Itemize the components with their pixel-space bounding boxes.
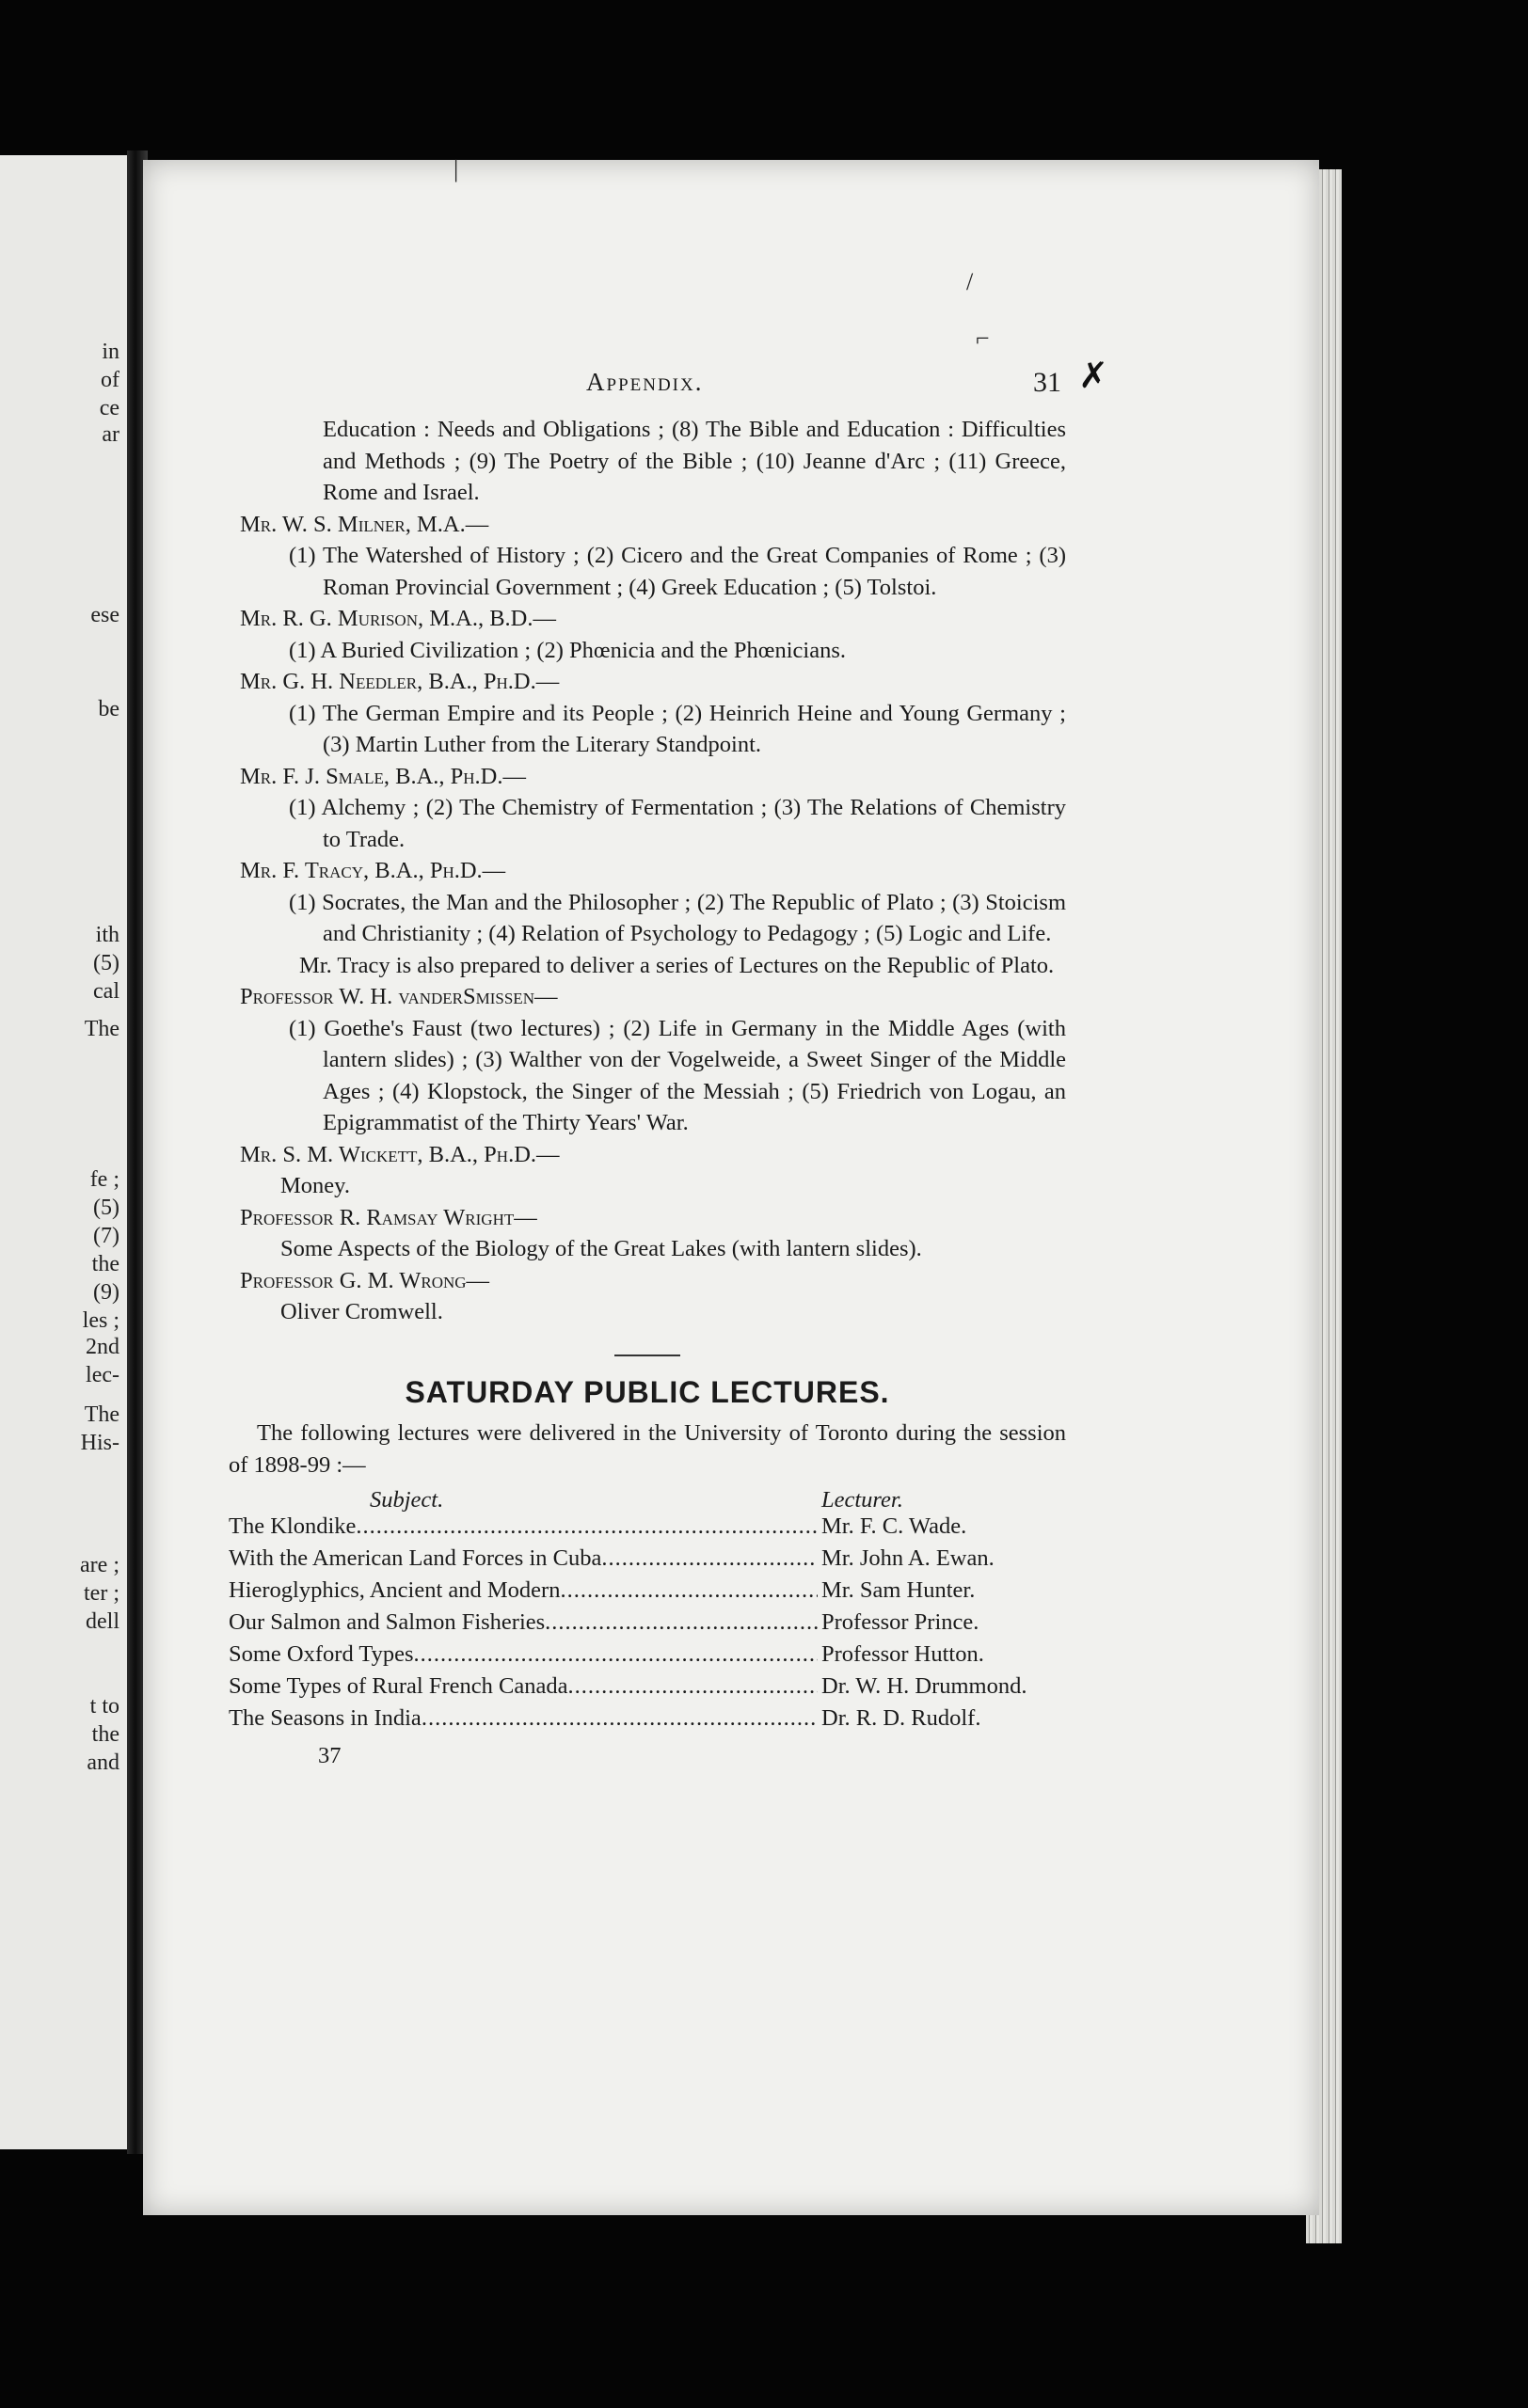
left-page-text-fragment: les ;	[82, 1308, 119, 1333]
lecture-topic: Some Aspects of the Biology of the Great Lakes (with lantern slides).	[280, 1236, 922, 1261]
lecture-lecturer: Dr. W. H. Drummond.	[821, 1673, 1027, 1699]
lecturer-entry	[229, 666, 1066, 761]
section-intro: The following lectures were delivered in the University of Toronto during the session of 1898-99 :—	[229, 1420, 1066, 1478]
lecture-lecturer: Mr. John A. Ewan.	[821, 1545, 995, 1571]
lecture-row	[229, 1639, 1066, 1671]
lecture-topics: (1) Socrates, the Man and the Philosopher ; (2) The Republic of Plato ; (3) Stoicism and Christianity ; (4) Relation of Psychology to Pedagogy ; (5) Logic and Life.	[289, 889, 1066, 946]
left-page-text-fragment: the	[91, 1722, 119, 1747]
lecture-row	[229, 1607, 1066, 1639]
left-page-text-fragment: of	[101, 368, 119, 392]
running-title: Appendix.	[586, 368, 704, 396]
left-page-text-fragment: dell	[86, 1609, 119, 1634]
lecture-lecturer: Dr. R. D. Rudolf.	[821, 1705, 981, 1731]
running-header	[229, 356, 1108, 414]
previous-page-fragment	[0, 155, 127, 2149]
lecture-subject: Hieroglyphics, Ancient and Modern	[229, 1577, 561, 1603]
continued-topics: Education : Needs and Obligations ; (8) The Bible and Education : Difficulties and Methods ; (9) The Poetry of the Bible ; (10) Jeanne d'Arc ; (11) Greece, Rome and Israel.	[323, 417, 1066, 505]
left-page-text-fragment: 2nd	[86, 1335, 119, 1359]
left-page-text-fragment: the	[91, 1252, 119, 1276]
dot-leader	[601, 1543, 818, 1575]
left-page-text-fragment: in	[102, 340, 119, 364]
pen-mark: ⌐	[976, 325, 990, 352]
lecturer-name: Mr. F. Tracy, B.A., Ph.D.—	[240, 858, 506, 883]
lecture-topics: (1) Alchemy ; (2) The Chemistry of Fermentation ; (3) The Relations of Chemistry to Trade.	[289, 795, 1066, 852]
lecture-row	[229, 1511, 1066, 1543]
left-page-text-fragment: ar	[102, 422, 119, 447]
lecturer-name: Mr. W. S. Milner, M.A.—	[240, 511, 489, 537]
lecture-topics: (1) A Buried Civilization ; (2) Phœnicia and the Phœnicians.	[289, 637, 846, 663]
lecture-lecturer: Professor Prince.	[821, 1609, 979, 1635]
lecture-lecturer: Professor Hutton.	[821, 1641, 984, 1667]
section-title: SATURDAY PUBLIC LECTURES.	[405, 1374, 890, 1409]
lecturer-entry	[229, 1202, 1066, 1265]
left-page-text-fragment: ese	[90, 603, 119, 627]
lecturer-entry	[229, 1265, 1066, 1328]
lecture-topics: (1) Goethe's Faust (two lectures) ; (2) Life in Germany in the Middle Ages (with lantern slides) ; (3) Walther von der Vogelweide, a Sweet Singer of the Middle Ages ; (4) Klopstock, the Singer of the Messiah ; (5) Friedrich von Logau, an Epigrammatist of the Thirty Years' War.	[289, 1015, 1066, 1135]
left-page-text-fragment: t to	[89, 1694, 119, 1719]
lecturer-name: Mr. R. G. Murison, M.A., B.D.—	[240, 606, 556, 631]
left-page-text-fragment: cal	[93, 979, 119, 1004]
left-page-text-fragment: ce	[99, 396, 119, 420]
section-divider	[614, 1354, 680, 1356]
dot-leader	[422, 1703, 818, 1735]
lecturer-entry	[229, 981, 1066, 1139]
left-page-text-fragment: and	[87, 1751, 119, 1775]
dot-leader	[545, 1607, 818, 1639]
lecture-subject: The Klondike	[229, 1513, 357, 1539]
lecturer-entry	[229, 509, 1066, 604]
lecturer-name: Professor W. H. vanderSmissen—	[240, 984, 558, 1009]
left-page-text-fragment: The	[84, 1402, 119, 1427]
lecturer-entry	[229, 855, 1066, 981]
page-number: 31	[1033, 367, 1061, 398]
left-page-text-fragment: His-	[80, 1431, 119, 1455]
lecture-topics: (1) The Watershed of History ; (2) Cicero and the Great Companies of Rome ; (3) Roman Provincial Government ; (4) Greek Education ; (5) Tolstoi.	[289, 543, 1066, 600]
left-page-text-fragment: (7)	[93, 1224, 119, 1248]
lecture-topic: Oliver Cromwell.	[280, 1299, 443, 1324]
lecture-topic: Money.	[280, 1173, 350, 1198]
lecturer-entry	[229, 603, 1066, 666]
left-page-text-fragment: are ;	[80, 1553, 119, 1577]
lecturer-name: Mr. S. M. Wickett, B.A., Ph.D.—	[240, 1141, 560, 1167]
dot-leader	[560, 1575, 818, 1607]
lecturer-name: Professor G. M. Wrong—	[240, 1267, 490, 1293]
left-page-text-fragment: fe ;	[89, 1167, 119, 1192]
lecturer-name: Professor R. Ramsay Wright—	[240, 1204, 537, 1230]
lecture-row	[229, 1703, 1066, 1735]
lecture-topics: (1) The German Empire and its People ; (2) Heinrich Heine and Young Germany ; (3) Martin Luther from the Literary Standpoint.	[289, 700, 1066, 757]
lecturer-name: Mr. G. H. Needler, B.A., Ph.D.—	[240, 669, 560, 694]
signature-mark: 37	[318, 1743, 342, 1768]
lecture-subject: Our Salmon and Salmon Fisheries	[229, 1609, 546, 1635]
lecture-subject: With the American Land Forces in Cuba	[229, 1545, 602, 1571]
left-page-text-fragment: ith	[95, 923, 119, 947]
pen-mark: |	[454, 155, 459, 182]
pen-mark: /	[966, 268, 974, 295]
lecture-row	[229, 1575, 1066, 1607]
lecture-lecturer: Mr. Sam Hunter.	[821, 1577, 976, 1603]
dot-leader	[414, 1639, 818, 1671]
lecture-subject: Some Types of Rural French Canada	[229, 1673, 568, 1699]
dot-leader	[568, 1671, 819, 1703]
lecture-lecturer: Mr. F. C. Wade.	[821, 1513, 967, 1539]
left-page-text-fragment: be	[98, 697, 119, 721]
left-page-text-fragment: (9)	[93, 1280, 119, 1305]
lecturer-column-header: Lecturer.	[821, 1487, 903, 1513]
lecturer-note: Mr. Tracy is also prepared to deliver a series of Lectures on the Republic of Plato.	[299, 952, 1055, 978]
lecturer-entry	[229, 761, 1066, 856]
left-page-text-fragment: ter ;	[84, 1581, 119, 1606]
lecture-row	[229, 1671, 1066, 1703]
lecturer-name: Mr. F. J. Smale, B.A., Ph.D.—	[240, 763, 526, 789]
page-content	[229, 356, 1108, 1772]
lecturer-entry	[229, 1139, 1066, 1202]
column-headers	[229, 1481, 1066, 1511]
left-page-text-fragment: lec-	[86, 1363, 119, 1387]
lecture-subject: The Seasons in India	[229, 1705, 422, 1731]
lecture-subject: Some Oxford Types	[229, 1641, 414, 1667]
left-page-text-fragment: (5)	[93, 1196, 119, 1220]
lecture-row	[229, 1543, 1066, 1575]
left-page-text-fragment: (5)	[93, 951, 119, 975]
subject-column-header: Subject.	[370, 1487, 444, 1513]
left-page-text-fragment: The	[84, 1017, 119, 1041]
handwritten-x-mark: ✗	[1078, 356, 1108, 396]
lecture-list	[229, 1511, 1066, 1735]
